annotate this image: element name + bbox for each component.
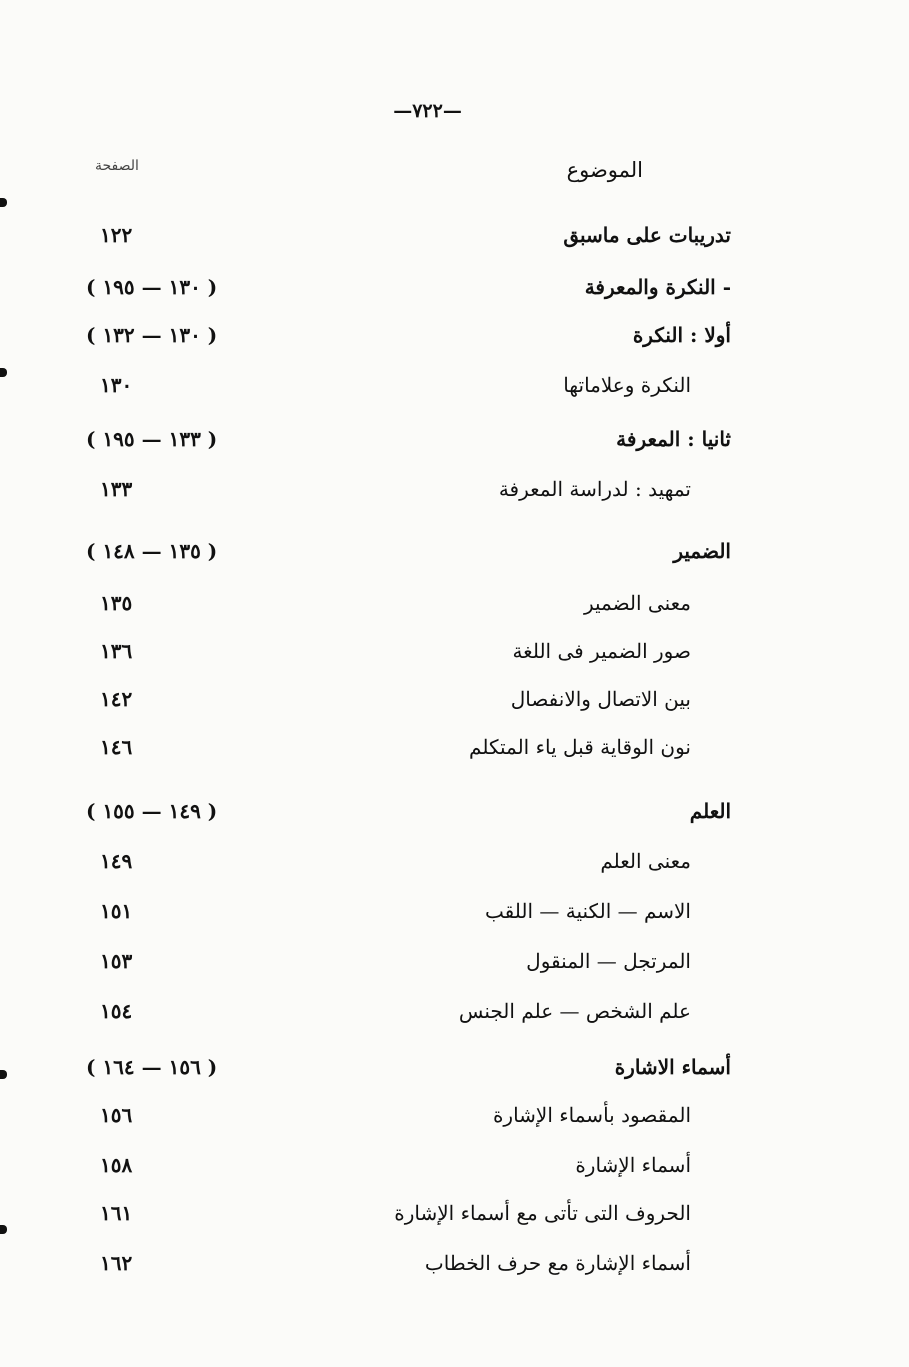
toc-entry-title: معنى العلم <box>600 849 691 873</box>
toc-entry-title: أسماء الإشارة مع حرف الخطاب <box>424 1251 691 1275</box>
toc-entry-title: صور الضمير فى اللغة <box>512 639 691 663</box>
page-column-label: الصفحة <box>95 158 139 174</box>
toc-entry-pages: ١٣٣ <box>100 477 133 501</box>
toc-entry <box>0 732 909 768</box>
toc-entry-title: العلم <box>689 799 731 823</box>
toc-entry <box>0 474 909 510</box>
toc-entry <box>0 1198 909 1234</box>
toc-entry <box>0 1248 909 1284</box>
toc-entry-pages: ١٣٥ <box>100 591 133 615</box>
toc-entry-title: نون الوقاية قبل ياء المتكلم <box>469 735 691 759</box>
toc-entry-title: تمهيد : لدراسة المعرفة <box>498 477 691 501</box>
toc-entry-title: - النكرة والمعرفة <box>584 275 731 299</box>
toc-entry-pages: ( ١٣٥ — ١٤٨ ) <box>86 539 218 563</box>
toc-entry-pages: ١٥٨ <box>100 1153 133 1177</box>
toc-entry <box>0 536 909 572</box>
toc-entry-pages: ( ١٤٩ — ١٥٥ ) <box>86 799 218 823</box>
toc-entry-title: تدريبات على ماسبق <box>563 223 731 247</box>
toc-entry-pages: ١٤٦ <box>100 735 133 759</box>
binding-mark <box>0 368 7 377</box>
toc-entry-pages: ١٦١ <box>100 1201 133 1225</box>
toc-entry <box>0 796 909 832</box>
toc-entry <box>0 1150 909 1186</box>
toc-entry-title: ثانيا : المعرفة <box>616 427 731 451</box>
topic-column-label: الموضوع <box>566 158 643 182</box>
toc-entry-pages: ١٦٢ <box>100 1251 133 1275</box>
toc-entry-title: بين الاتصال والانفصال <box>510 687 691 711</box>
toc-entry <box>0 424 909 460</box>
toc-entry-pages: ( ١٣٠ — ١٩٥ ) <box>86 275 218 299</box>
toc-entry-pages: ( ١٣٠ — ١٣٢ ) <box>86 323 218 347</box>
toc-entry <box>0 220 909 256</box>
toc-entry <box>0 1100 909 1136</box>
toc-entry-pages: ١٥٣ <box>100 949 133 973</box>
toc-entry-title: الضمير <box>673 539 731 563</box>
toc-entry-title: الحروف التى تأتى مع أسماء الإشارة <box>394 1201 691 1225</box>
toc-entry-title: المقصود بأسماء الإشارة <box>492 1103 691 1127</box>
toc-entry <box>0 588 909 624</box>
toc-entry-title: معنى الضمير <box>583 591 691 615</box>
toc-entry <box>0 1052 909 1088</box>
toc-entry-title: أولا : النكرة <box>632 323 731 347</box>
toc-entry-pages: ١٤٩ <box>100 849 133 873</box>
binding-mark <box>0 1070 7 1079</box>
toc-entry <box>0 370 909 406</box>
toc-entry <box>0 684 909 720</box>
toc-entry-pages: ( ١٥٦ — ١٦٤ ) <box>86 1055 218 1079</box>
toc-entry <box>0 320 909 356</box>
toc-entry-pages: ١٤٢ <box>100 687 133 711</box>
binding-mark <box>0 198 7 207</box>
toc-entry-title: أسماء الإشارة <box>575 1153 691 1177</box>
toc-entry-pages: ١٥٤ <box>100 999 133 1023</box>
toc-entry-pages: ١٣٠ <box>100 373 133 397</box>
toc-entry-title: أسماء الاشارة <box>614 1055 731 1079</box>
toc-entry-title: النكرة وعلاماتها <box>563 373 691 397</box>
toc-entry <box>0 846 909 882</box>
toc-entry-title: علم الشخص — علم الجنس <box>458 999 691 1023</box>
toc-header <box>0 158 909 188</box>
toc-entry-pages: ١٥٦ <box>100 1103 133 1127</box>
toc-entry-title: الاسم — الكنية — اللقب <box>485 899 691 923</box>
toc-entry-pages: ١٣٦ <box>100 639 133 663</box>
toc-entry-pages: ( ١٣٣ — ١٩٥ ) <box>86 427 218 451</box>
toc-entry-title: المرتجل — المنقول <box>526 949 691 973</box>
toc-entry <box>0 996 909 1032</box>
toc-entry-pages: ١٥١ <box>100 899 133 923</box>
toc-entry <box>0 946 909 982</box>
toc-entry <box>0 272 909 308</box>
toc-entry <box>0 636 909 672</box>
page-number: —٧٢٢— <box>393 100 462 122</box>
toc-entry <box>0 896 909 932</box>
toc-entry-pages: ١٢٢ <box>100 223 133 247</box>
binding-mark <box>0 1225 7 1234</box>
